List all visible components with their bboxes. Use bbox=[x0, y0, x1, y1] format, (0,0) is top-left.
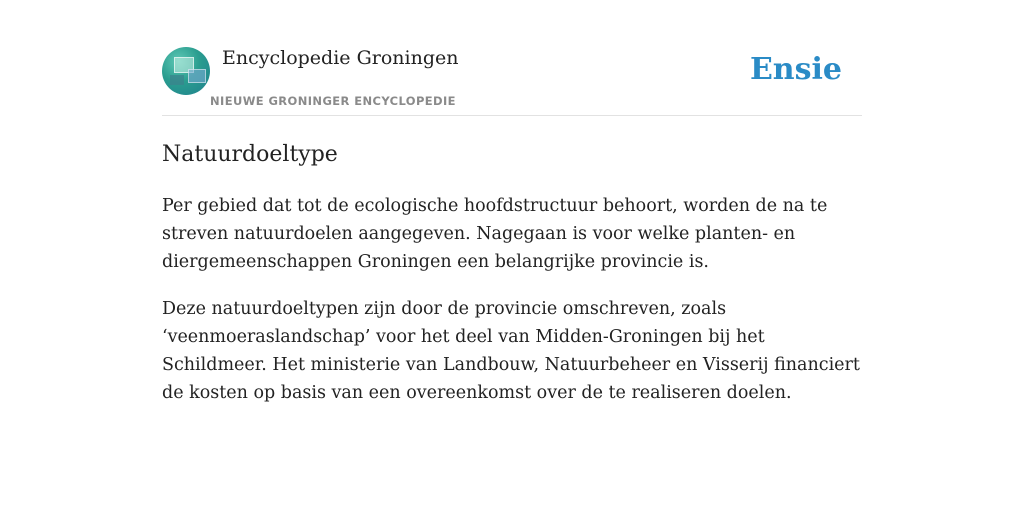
site-subtitle: NIEUWE GRONINGER ENCYCLOPEDIE bbox=[210, 94, 456, 108]
article-title: Natuurdoeltype bbox=[162, 142, 338, 167]
logo-tile bbox=[170, 75, 184, 85]
article-paragraph: Per gebied dat tot de ecologische hoofdstructuur behoort, worden de na te streven natuurdoelen aangegeven. Nagegaan is voor welke planten- en diergemeenschappen Groningen een belangrijke provincie is. bbox=[162, 196, 828, 272]
ensie-brand-link[interactable]: Ensie bbox=[749, 52, 842, 87]
article-paragraph: Deze natuurdoeltypen zijn door de provincie omschreven, zoals ‘veenmoeraslandschap’ voor het deel van Midden-Groningen bij het Schildmeer. Het ministerie van Landbouw, Natuurbeheer en Visserij financiert de kosten op basis van een overeenkomst over de te realiseren doelen. bbox=[162, 299, 860, 403]
site-header bbox=[162, 44, 862, 116]
site-title-link[interactable]: Encyclopedie Groningen bbox=[222, 47, 459, 69]
article bbox=[162, 140, 862, 407]
article-body bbox=[162, 192, 862, 407]
logo-tile bbox=[188, 69, 206, 83]
encyclopedie-groningen-logo-icon[interactable] bbox=[162, 47, 210, 95]
